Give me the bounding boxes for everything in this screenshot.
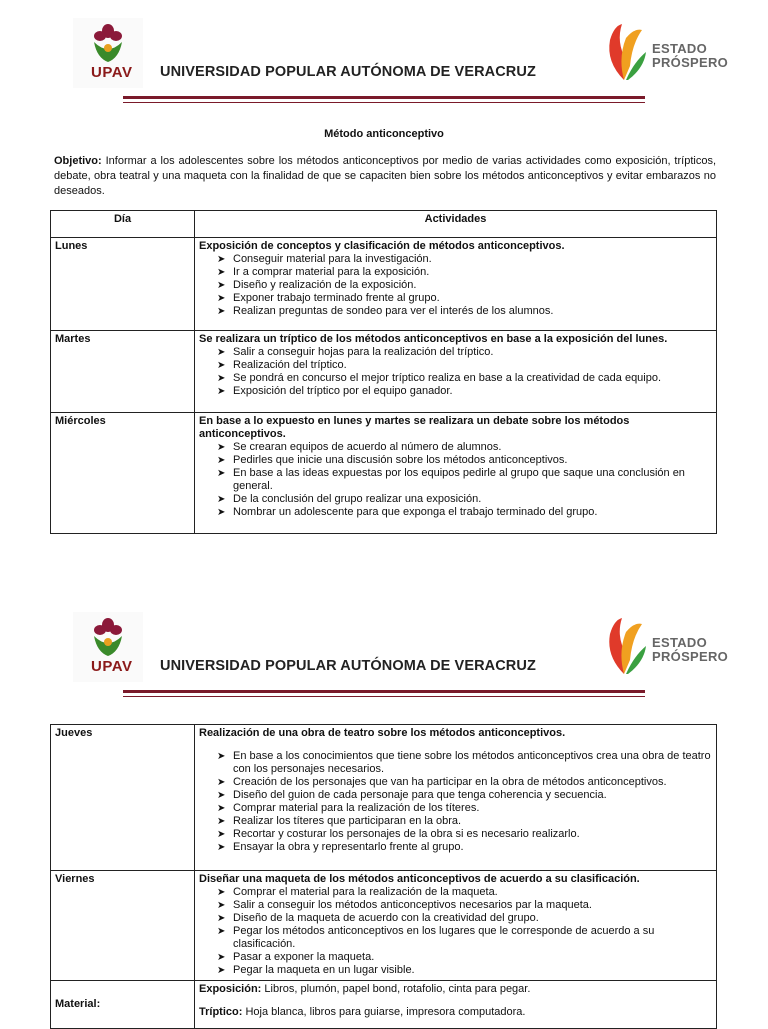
list-item: ➤ Diseño del guion de cada personaje para que tenga coherencia y secuencia. bbox=[217, 789, 712, 802]
list-item: ➤ Realizar los títeres que participaran en la obra. bbox=[217, 815, 712, 828]
list-item: ➤ Ir a comprar material para la exposición. bbox=[217, 266, 712, 279]
material-cell bbox=[195, 981, 717, 1029]
list-item: ➤ Exponer trabajo terminado frente al grupo. bbox=[217, 292, 712, 305]
estado-prospero-logo bbox=[604, 22, 729, 84]
list-item: ➤ Nombrar un adolescente para que exponga el trabajo terminado del grupo. bbox=[217, 506, 712, 519]
list-item: ➤ De la conclusión del grupo realizar una exposición. bbox=[217, 493, 712, 506]
list-item: ➤ Pegar la maqueta en un lugar visible. bbox=[217, 964, 712, 977]
day-cell: Miércoles bbox=[51, 413, 195, 534]
list-item: ➤ Pasar a exponer la maqueta. bbox=[217, 951, 712, 964]
list-item: ➤ Realización del tríptico. bbox=[217, 359, 712, 372]
activities-cell bbox=[195, 725, 717, 871]
doc-title: Método anticonceptivo bbox=[324, 128, 444, 140]
header-rule-thin bbox=[123, 696, 645, 697]
list-item: ➤ Recortar y costurar los personajes de la obra si es necesario realizarlo. bbox=[217, 828, 712, 841]
day-cell: Viernes bbox=[51, 871, 195, 981]
list-item: ➤ Ensayar la obra y representarlo frente al grupo. bbox=[217, 841, 712, 854]
material-line-text: Libros, plumón, papel bond, rotafolio, cinta para pegar. bbox=[261, 983, 531, 995]
table-row bbox=[51, 725, 717, 871]
upav-logo-text: UPAV bbox=[91, 658, 133, 675]
list-item: ➤ Creación de los personajes que van ha participar en la obra de métodos anticonceptivos. bbox=[217, 776, 712, 789]
table-row bbox=[51, 871, 717, 981]
activities-cell bbox=[195, 413, 717, 534]
estado-text-2: PRÓSPERO bbox=[652, 55, 729, 70]
activities-cell bbox=[195, 331, 717, 413]
table-row bbox=[51, 981, 717, 1029]
estado-flame-icon bbox=[604, 616, 648, 676]
objective-text: Informar a los adolescentes sobre los métodos anticonceptivos por medio de varias actividades como exposición, trípticos, debate, obra teatral y una maqueta con la finalidad de que se capaciten bien sobre los métodos anticonceptivos y evitar embarazos no deseados. bbox=[54, 155, 717, 197]
list-item: ➤ Diseño y realización de la exposición. bbox=[217, 279, 712, 292]
upav-logo bbox=[73, 612, 143, 682]
material-line bbox=[199, 1006, 712, 1019]
list-item: ➤ Se pondrá en concurso el mejor tríptico realiza en base a la creatividad de cada equipo. bbox=[217, 372, 712, 385]
table-row bbox=[51, 238, 717, 331]
list-item: ➤ Diseño de la maqueta de acuerdo con la creatividad del grupo. bbox=[217, 912, 712, 925]
list-item: ➤ Realizan preguntas de sondeo para ver el interés de los alumnos. bbox=[217, 305, 712, 318]
activity-heading: Realización de una obra de teatro sobre los métodos anticonceptivos. bbox=[199, 727, 566, 739]
material-line-text: Hoja blanca, libros para guiarse, impresora computadora. bbox=[242, 1006, 526, 1018]
list-item: ➤ Salir a conseguir los métodos anticonceptivos necesarios par la maqueta. bbox=[217, 899, 712, 912]
table-row bbox=[51, 413, 717, 534]
university-title: UNIVERSIDAD POPULAR AUTÓNOMA DE VERACRUZ bbox=[160, 658, 536, 674]
activities-table-2 bbox=[50, 724, 717, 1029]
upav-flower-icon bbox=[89, 616, 127, 658]
list-item: ➤ Salir a conseguir hojas para la realización del tríptico. bbox=[217, 346, 712, 359]
estado-prospero-logo bbox=[604, 616, 729, 678]
upav-logo-text: UPAV bbox=[91, 64, 133, 81]
material-label: Material: bbox=[51, 981, 195, 1029]
col-header-activities: Actividades bbox=[195, 211, 717, 238]
header-rule-thin bbox=[123, 102, 645, 103]
list-item: ➤ En base a los conocimientos que tiene sobre los métodos anticonceptivos crea una obra de teatro con los personajes necesarios. bbox=[217, 750, 712, 776]
list-item: ➤ Se crearan equipos de acuerdo al número de alumnos. bbox=[217, 441, 712, 454]
list-item: ➤ Comprar el material para la realización de la maqueta. bbox=[217, 886, 712, 899]
header-rule-thick bbox=[123, 690, 645, 693]
estado-text-2: PRÓSPERO bbox=[652, 649, 729, 664]
activities-table-1 bbox=[50, 210, 717, 534]
list-item: ➤ Pedirles que inicie una discusión sobre los métodos anticonceptivos. bbox=[217, 454, 712, 467]
estado-text-1: ESTADO bbox=[652, 41, 708, 56]
day-cell: Jueves bbox=[51, 725, 195, 871]
university-title: UNIVERSIDAD POPULAR AUTÓNOMA DE VERACRUZ bbox=[160, 64, 536, 80]
activity-heading: Se realizara un tríptico de los métodos anticonceptivos en base a la exposición del lunes. bbox=[199, 333, 668, 345]
activity-heading: Exposición de conceptos y clasificación de métodos anticonceptivos. bbox=[199, 240, 565, 252]
material-line bbox=[199, 983, 712, 996]
col-header-day: Día bbox=[51, 211, 195, 238]
activity-heading: Diseñar una maqueta de los métodos anticonceptivos de acuerdo a su clasificación. bbox=[199, 873, 640, 885]
activity-heading: En base a lo expuesto en lunes y martes se realizara un debate sobre los métodos anticonceptivos. bbox=[199, 415, 630, 440]
table-row bbox=[51, 331, 717, 413]
day-cell: Lunes bbox=[51, 238, 195, 331]
activities-cell bbox=[195, 238, 717, 331]
estado-flame-icon bbox=[604, 22, 648, 82]
list-item: ➤ En base a las ideas expuestas por los equipos pedirle al grupo que saque una conclusión en general. bbox=[217, 467, 712, 493]
day-cell: Martes bbox=[51, 331, 195, 413]
list-item: ➤ Pegar los métodos anticonceptivos en los lugares que le corresponde de acuerdo a su clasificación. bbox=[217, 925, 712, 951]
list-item: ➤ Conseguir material para la investigación. bbox=[217, 253, 712, 266]
estado-text-1: ESTADO bbox=[652, 635, 708, 650]
list-item: ➤ Comprar material para la realización de los títeres. bbox=[217, 802, 712, 815]
objective-label: Objetivo: bbox=[54, 155, 102, 167]
objective-paragraph bbox=[54, 154, 716, 199]
material-line-label: Tríptico: bbox=[199, 1006, 243, 1018]
header-rule-thick bbox=[123, 96, 645, 99]
material-line-label: Exposición: bbox=[199, 983, 262, 995]
upav-flower-icon bbox=[89, 22, 127, 64]
upav-logo bbox=[73, 18, 143, 88]
list-item: ➤ Exposición del tríptico por el equipo ganador. bbox=[217, 385, 712, 398]
activities-cell bbox=[195, 871, 717, 981]
